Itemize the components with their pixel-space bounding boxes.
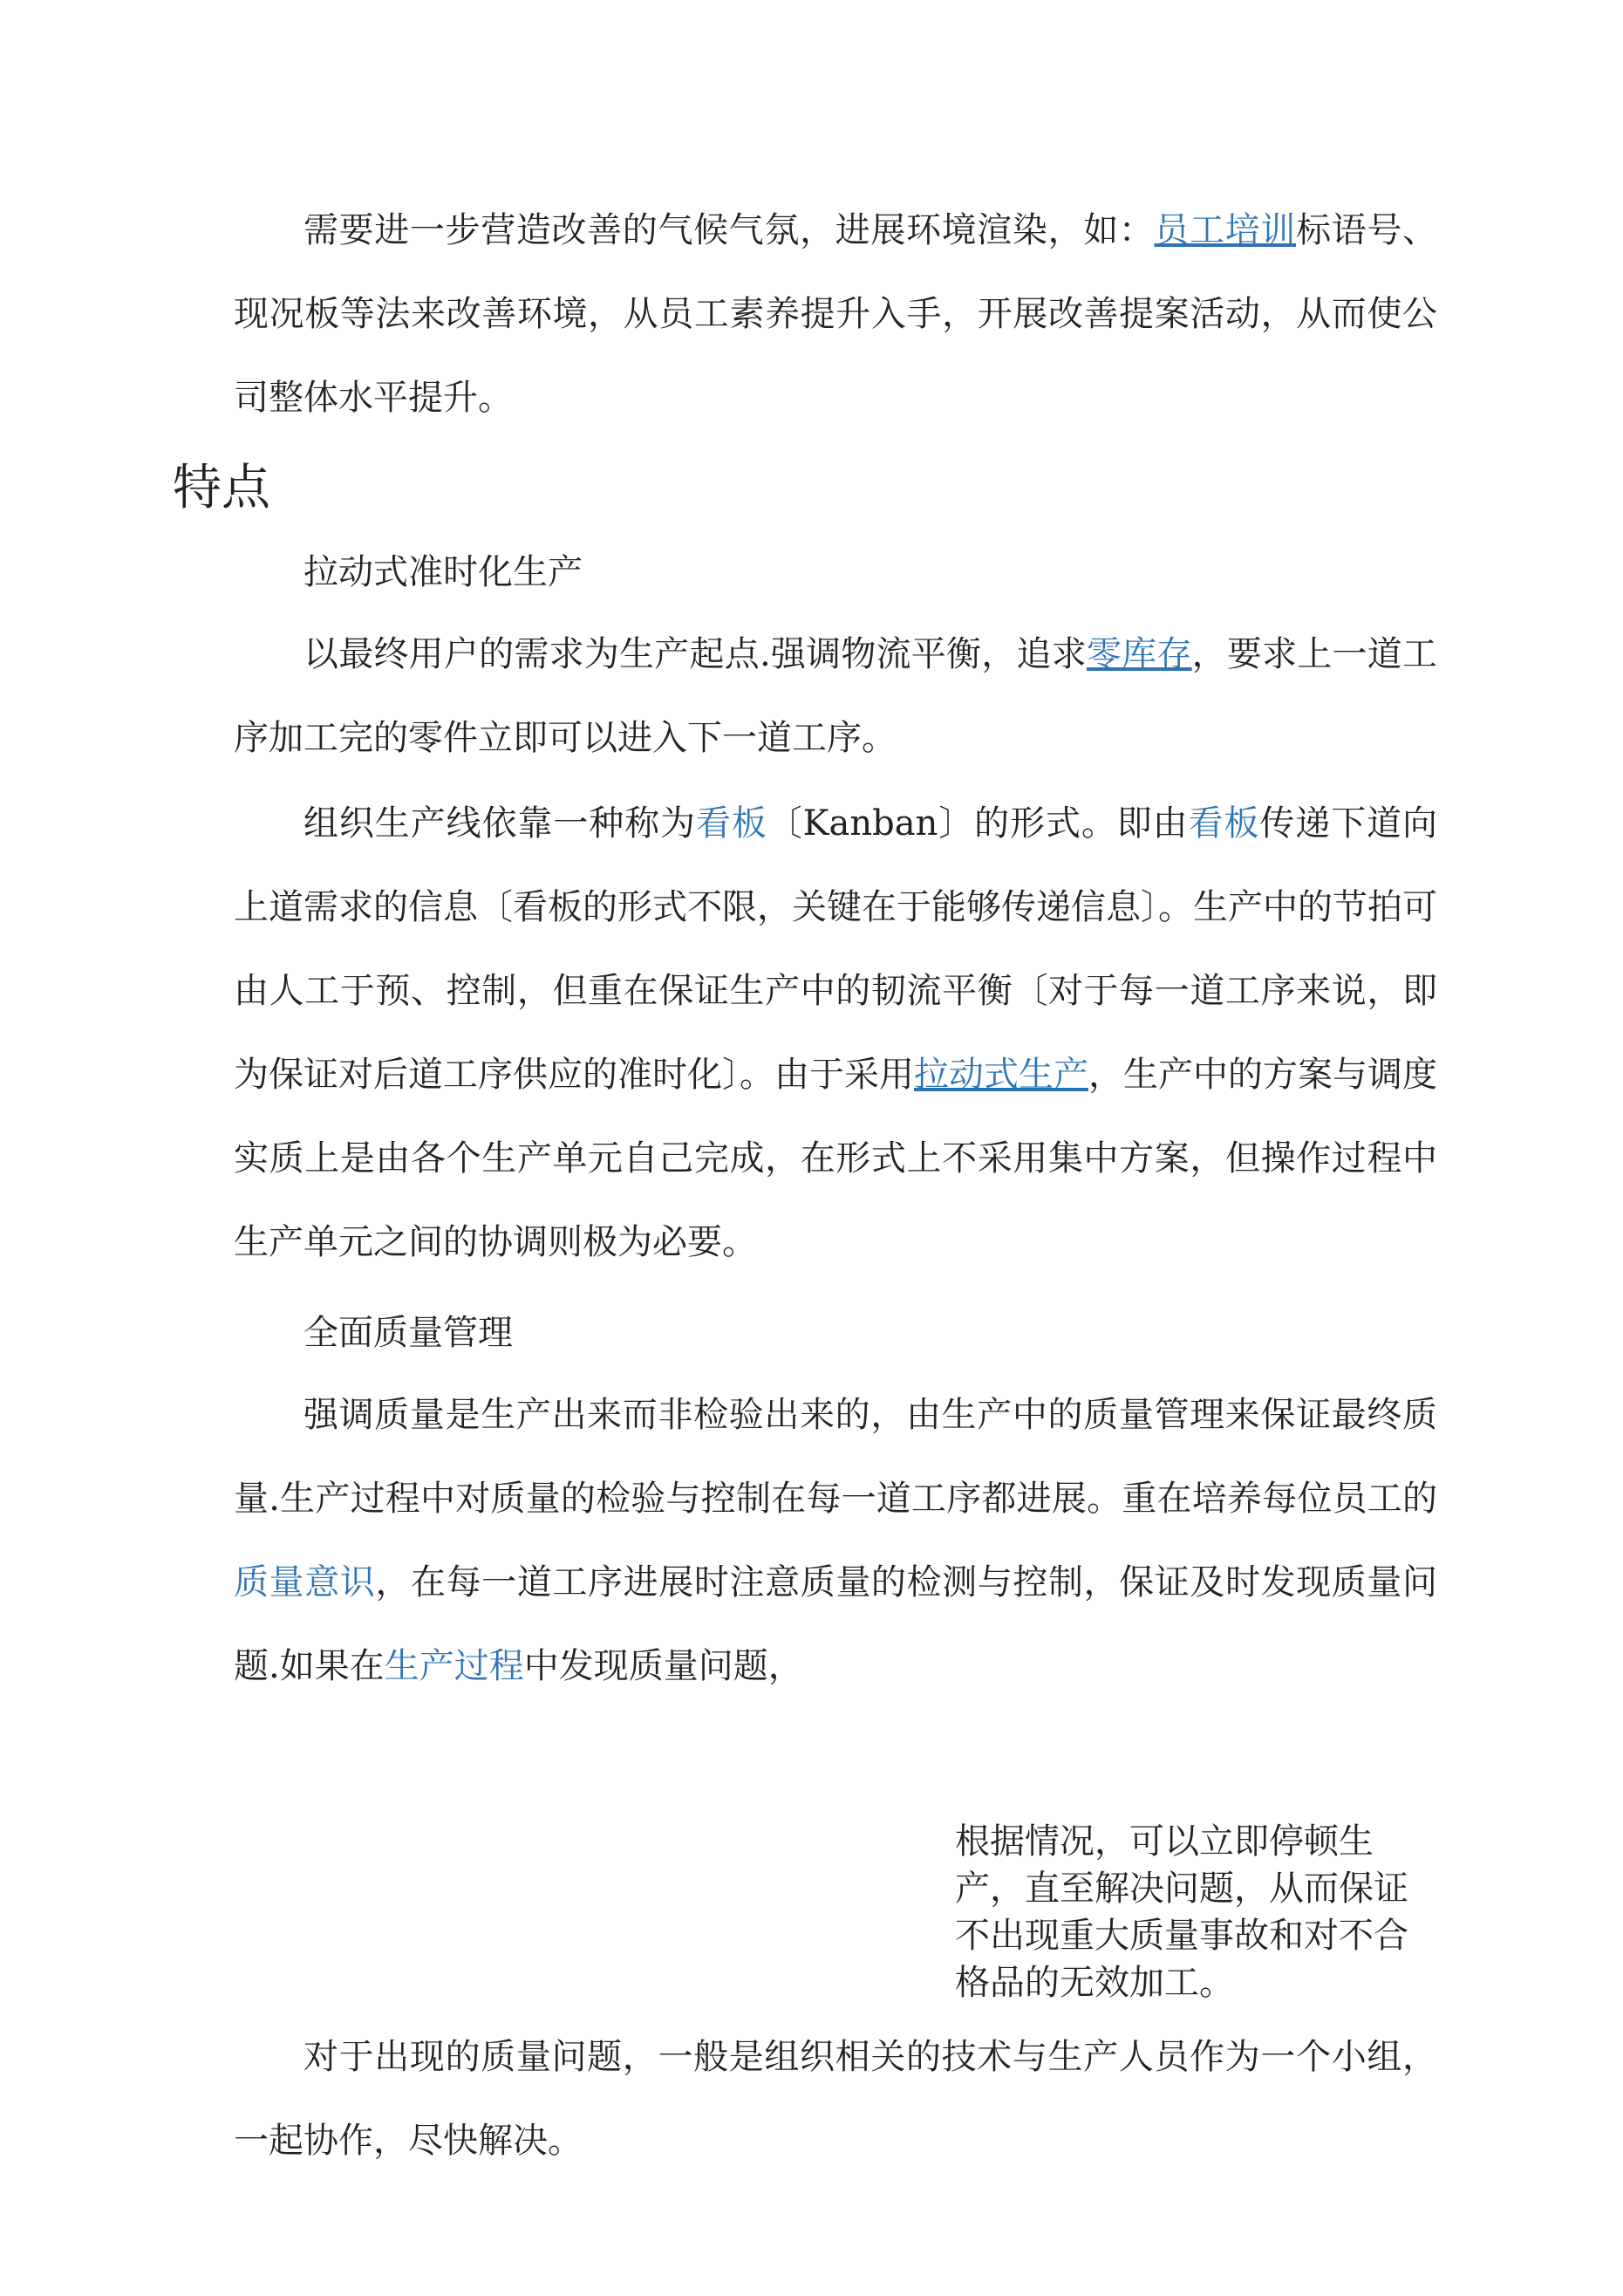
paragraph-text: ，在每一道工序进展时注意质量的检测与控制，保证及时发现质量问题.如果在 <box>234 1562 1438 1686</box>
paragraph-text: 需要进一步营造改善的气候气氛，进展环境渲染，如： <box>303 210 1155 250</box>
link-kanban[interactable]: 看板 <box>695 803 767 844</box>
link-pull-production[interactable]: 拉动式生产 <box>914 1055 1088 1095</box>
paragraph-text: 〔Kanban〕的形式。即由 <box>767 803 1189 844</box>
subheading-pull-jit: 拉动式准时化生产 <box>303 552 583 592</box>
link-employee-training[interactable]: 员工培训 <box>1154 210 1297 250</box>
link-quality-awareness[interactable]: 质量意识 <box>234 1562 376 1602</box>
link-production-process[interactable]: 生产过程 <box>384 1646 524 1686</box>
paragraph-text: 中发现质量问题， <box>523 1646 803 1686</box>
paragraph-text: ，要求上一道工序加工完的零件立即可以进入下一道工序。 <box>234 634 1438 758</box>
paragraph-pull-production <box>234 612 1437 780</box>
subheading-tqm: 全面质量管理 <box>303 1313 513 1353</box>
paragraph-text: ，生产中的方案与调度实质上是由各个生产单元自己完成，在形式上不采用集中方案，但操作过程中生产单元之间的协调则极为必要。 <box>234 1055 1437 1262</box>
paragraph-kanban <box>234 782 1437 1284</box>
paragraph-text: 传递下道向上道需求的信息〔看板的形式不限，关键在于能够传递信息〕。生产中的节拍可由人工于预、控制，但重在保证生产中的韧流平衡〔对于每一道工序来说，即为保证对后道工序供应的准时化〕。由于采用 <box>234 803 1438 1095</box>
paragraph-text: 强调质量是生产出来而非检验出来的，由生产中的质量管理来保证最终质量.生产过程中对质量的检验与控制在每一道工序都进展。重在培养每位员工的 <box>234 1395 1437 1519</box>
link-zero-inventory[interactable]: 零库存 <box>1086 634 1192 674</box>
paragraph-quality <box>234 1373 1437 1708</box>
paragraph-text: 组织生产线依靠一种称为 <box>303 803 696 844</box>
link-kanban-2[interactable]: 看板 <box>1188 803 1260 844</box>
paragraph-quality-problems: 对于出现的质量问题，一般是组织相关的技术与生产人员作为一个小组，一起协作，尽快解决。 <box>234 2037 1437 2161</box>
paragraph-text: 以最终用户的需求为生产起点.强调物流平衡，追求 <box>303 634 1087 674</box>
paragraph-text: 标语号、现况板等法来改善环境，从员工素养提升入手，开展改善提案活动，从而使公司整体水平提升。 <box>234 210 1438 418</box>
paragraph-improvement <box>234 188 1437 440</box>
section-heading-features: 特点 <box>173 460 270 516</box>
side-note: 根据情况，可以立即停顿生产，直至解决问题，从而保证不出现重大质量事故和对不合格品的无效加工。 <box>955 1821 1408 2003</box>
